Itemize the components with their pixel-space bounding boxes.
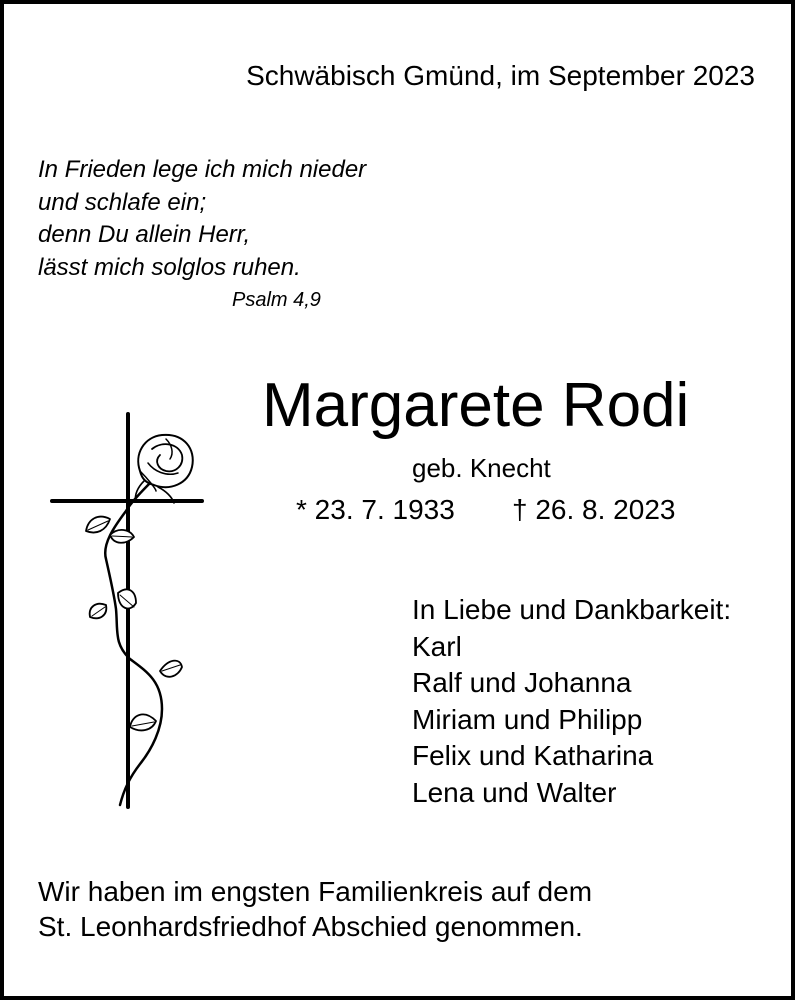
closing-line: St. Leonhardsfriedhof Abschied genommen. xyxy=(38,911,583,942)
mourner-name: Lena und Walter xyxy=(412,776,617,808)
closing-note xyxy=(38,874,592,944)
place-date: Schwäbisch Gmünd, im September 2023 xyxy=(246,60,755,91)
bible-verse xyxy=(38,154,366,284)
verse-line: denn Du allein Herr, xyxy=(38,221,251,248)
maiden-name: geb. Knecht xyxy=(412,453,551,483)
verse-source: Psalm 4,9 xyxy=(232,289,321,311)
birth-date: * 23. 7. 1933 xyxy=(296,494,455,525)
mourners-list xyxy=(412,592,731,811)
death-date: † 26. 8. 2023 xyxy=(512,494,676,525)
verse-line: lässt mich solglos ruhen. xyxy=(38,253,301,281)
mourner-name: Miriam und Philipp xyxy=(412,703,643,735)
closing-line: Wir haben im engsten Familienkreis auf dem xyxy=(38,876,593,907)
mourner-name: Felix und Katharina xyxy=(412,740,654,771)
verse-line: und schlafe ein; xyxy=(38,188,207,216)
mourner-name: Ralf und Johanna xyxy=(412,667,632,698)
mourners-heading: In Liebe und Dankbarkeit: xyxy=(412,594,732,625)
cross-with-rose-icon xyxy=(44,409,214,814)
mourner-name: Karl xyxy=(412,630,462,662)
deceased-name: Margarete Rodi xyxy=(262,371,690,440)
verse-line: In Frieden lege ich mich nieder xyxy=(38,156,367,183)
